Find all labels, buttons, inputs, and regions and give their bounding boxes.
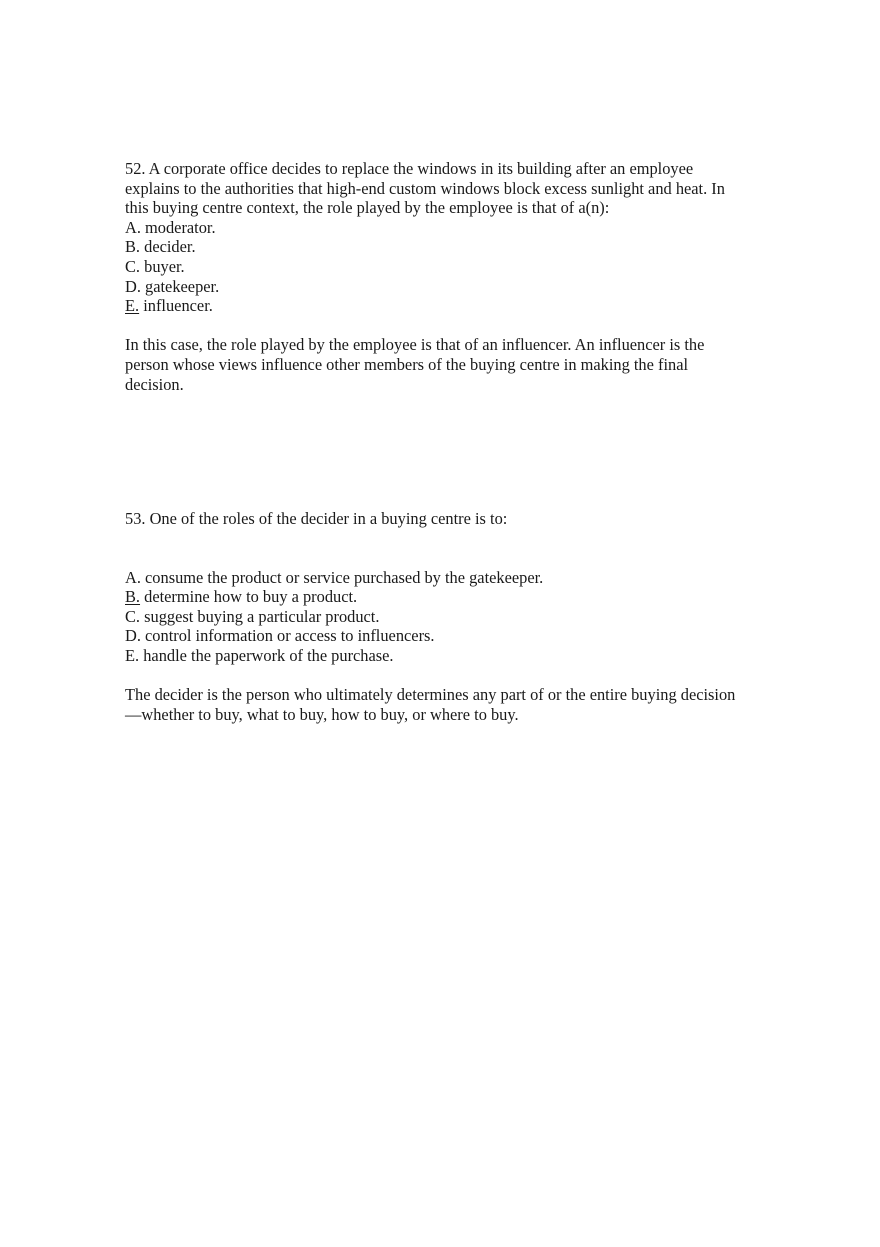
- question-53: [125, 509, 785, 724]
- option-letter: B.: [125, 237, 141, 257]
- option-letter: D.: [125, 276, 141, 296]
- explanation-line: —whether to buy, what to buy, how to buy, or where to buy.: [125, 704, 519, 724]
- option-text: handle the paperwork of the purchase.: [139, 645, 394, 665]
- stem-line: explains to the authorities that high-end custom windows block excess sunlight and heat. In: [125, 178, 725, 198]
- stem-line: 52. A corporate office decides to replace the windows in its building after an employee: [125, 159, 694, 178]
- answer-options: [125, 568, 785, 666]
- question-52: [125, 159, 785, 394]
- option-text: influencer.: [139, 296, 213, 316]
- option-text: suggest buying a particular product.: [140, 606, 380, 626]
- option-text: buyer.: [140, 256, 185, 276]
- option-text: consume the product or service purchased by the gatekeeper.: [140, 567, 544, 587]
- option-letter: E.: [125, 296, 140, 316]
- option-letter: C.: [125, 606, 141, 626]
- option-text: moderator.: [140, 217, 216, 237]
- option-letter: C.: [125, 256, 141, 276]
- option-d: [125, 626, 785, 646]
- option-b: [125, 237, 785, 257]
- explanation-line: person whose views influence other members of the buying centre in making the final: [125, 354, 689, 374]
- question-stem: [125, 509, 785, 529]
- answer-options: [125, 218, 785, 316]
- option-c: [125, 257, 785, 277]
- question-stem: [125, 159, 785, 218]
- option-a: [125, 218, 785, 238]
- option-a: [125, 568, 785, 588]
- stem-line: this buying centre context, the role played by the employee is that of a(n):: [125, 198, 610, 218]
- explanation-line: In this case, the role played by the employee is that of an influencer. An influencer is the: [125, 335, 705, 355]
- option-c: [125, 607, 785, 627]
- option-letter: B.: [125, 587, 141, 607]
- answer-explanation: [125, 335, 785, 394]
- option-text: gatekeeper.: [140, 276, 220, 296]
- option-e: [125, 296, 785, 316]
- explanation-line: The decider is the person who ultimately determines any part of or the entire buying decision: [125, 685, 736, 705]
- option-e: [125, 646, 785, 666]
- option-text: decider.: [140, 237, 196, 257]
- option-text: control information or access to influencers.: [140, 626, 435, 646]
- explanation-line: decision.: [125, 374, 184, 394]
- stem-line: 53. One of the roles of the decider in a buying centre is to:: [125, 509, 508, 528]
- option-letter: A.: [125, 567, 141, 587]
- option-letter: D.: [125, 626, 141, 646]
- answer-explanation: [125, 685, 785, 724]
- option-letter: A.: [125, 217, 141, 237]
- option-d: [125, 277, 785, 297]
- option-b: [125, 587, 785, 607]
- option-text: determine how to buy a product.: [140, 587, 358, 607]
- option-letter: E.: [125, 645, 140, 665]
